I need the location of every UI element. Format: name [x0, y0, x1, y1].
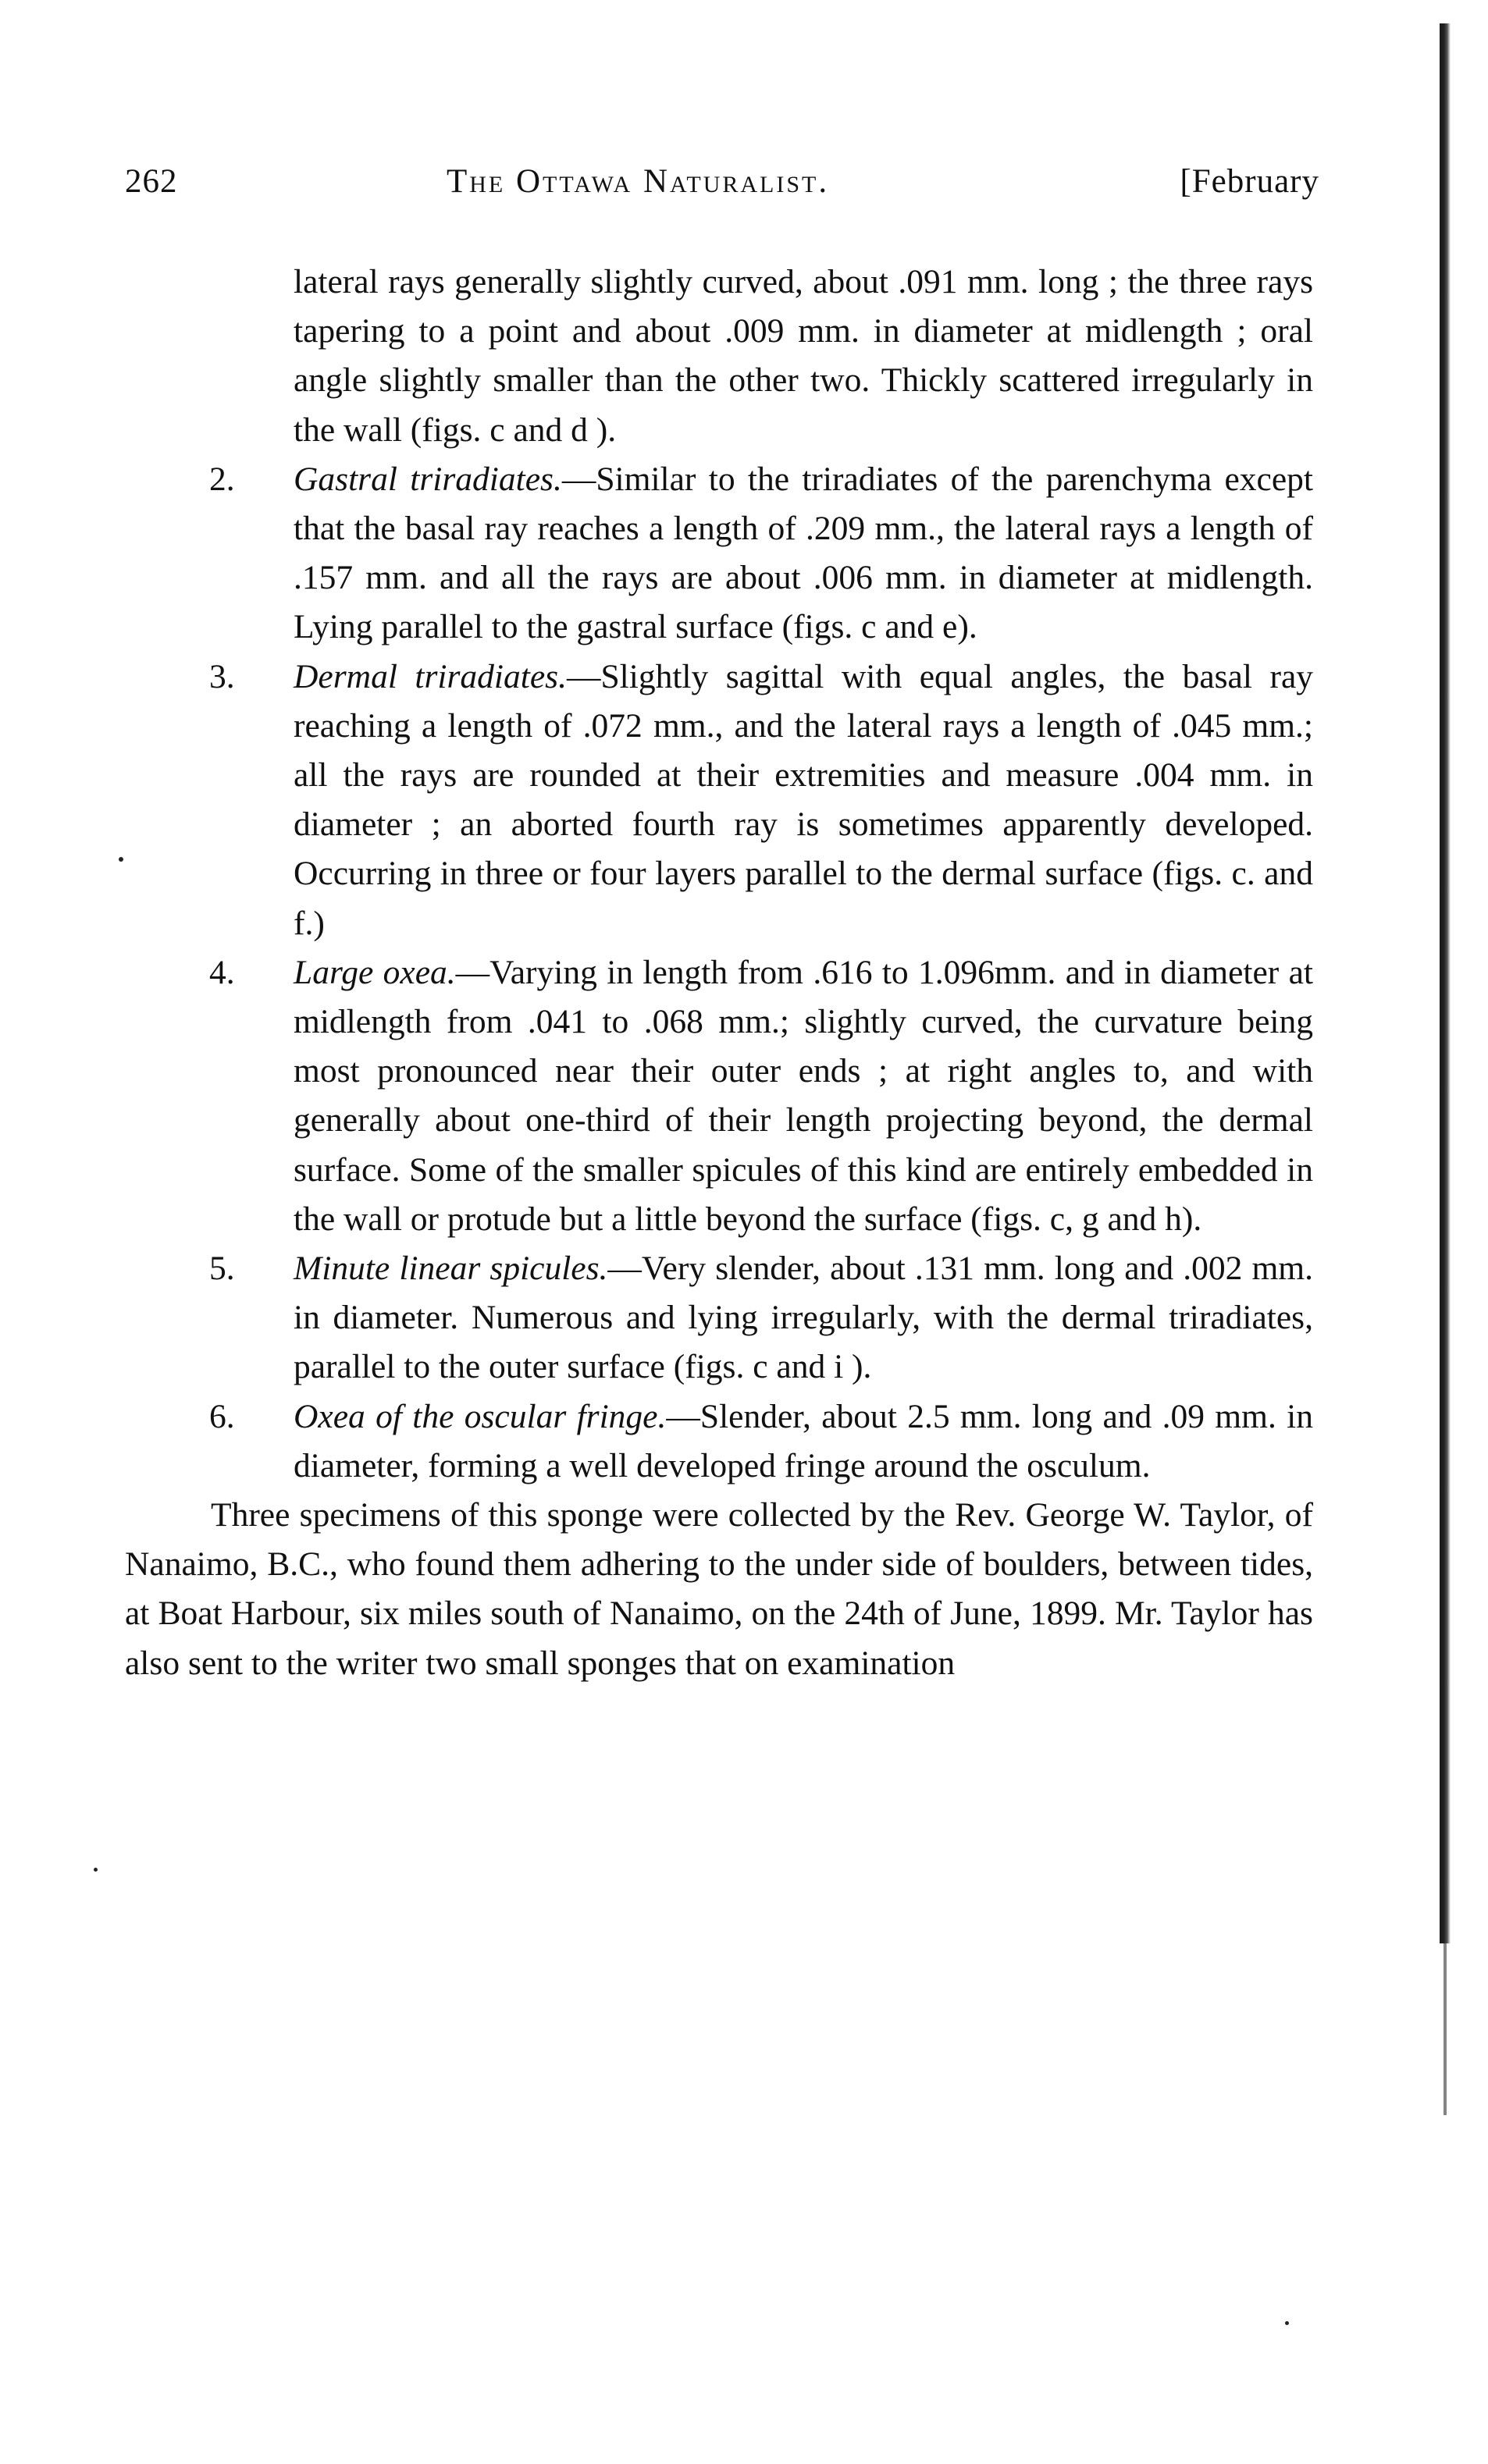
item-title: Gastral triradiates.: [294, 460, 562, 498]
item-number: 3.: [209, 657, 235, 695]
spicule-item: [125, 1244, 1313, 1392]
closing-paragraph: Three specimens of this sponge were collected by the Rev. George W. Taylor, of Nanaimo, B.C., who found them adhering to the under side of boulders, between tides, at Boat Harbour, six miles south of Nanaimo, on the 24th of June, 1899. Mr. Taylor has also sent to the writer two small sponges that on examination: [125, 1496, 1313, 1682]
item-number: 4.: [209, 953, 235, 991]
item-body: —Varying in length from .616 to 1.096mm. and in diameter at midlength from .041 to .068 mm.; slightly curved, the curvature being most pronounced near their outer ends ; at right angles to, and with generally about one-third of their length projecting beyond, the dermal surface. Some of the smaller spicules of this kind are entirely embedded in the wall or protude but a little beyond the surface (figs. c, g and h).: [294, 953, 1313, 1238]
item-body: —Very slender, about .131 mm. long and .002 mm. in diameter. Numerous and lying irregularly, with the dermal triradiates, parallel to the outer surface (figs. c and i ).: [294, 1250, 1314, 1386]
item-number: 5.: [209, 1250, 235, 1288]
spicule-item: [125, 948, 1313, 1244]
item-body: —Similar to the triradiates of the parenchyma except that the basal ray reaches a length of .209 mm., the lateral rays a length of .157 mm. and all the rays are about .006 mm. in diameter at midlength. Lying parallel to the gastral surface (figs. c and e).: [294, 460, 1313, 646]
body-text: [125, 258, 1313, 1688]
continuation-paragraph: [125, 258, 1313, 455]
item-body: —Slender, about 2.5 mm. long and .09 mm. in diameter, forming a well developed fringe around the osculum.: [294, 1397, 1313, 1484]
scan-page-edge-lower: [1444, 1943, 1447, 2115]
item-body: —Slightly sagittal with equal angles, the basal ray reaching a length of .072 mm., and the lateral rays a length of .045 mm.; all the rays are rounded at their extremities and measure .004 mm. in diameter ; an aborted fourth ray is sometimes apparently developed. Occurring in three or four layers parallel to the dermal surface (figs. c. and f.): [294, 657, 1313, 942]
item-title: Large oxea.: [294, 953, 456, 991]
scan-page-edge: [1440, 23, 1451, 1943]
spicule-item: [125, 652, 1313, 948]
scan-speck: [119, 857, 123, 862]
scan-speck: [1285, 2321, 1289, 2325]
scan-speck: [94, 1868, 98, 1872]
issue-month: [February: [1180, 163, 1319, 200]
spicule-item: [125, 1392, 1313, 1491]
spicule-item: [125, 455, 1313, 652]
journal-title: The Ottawa Naturalist.: [447, 163, 830, 200]
item-title: Dermal triradiates.: [294, 657, 567, 695]
continuation-text: lateral rays generally slightly curved, about .091 mm. long ; the three rays tapering to a point and about .009 mm. in diameter at midlength ; oral angle slightly smaller than the other two. Thickly scattered irregularly in the wall (figs. c and d ).: [294, 263, 1313, 449]
item-number: 6.: [209, 1397, 235, 1435]
item-number: 2.: [209, 460, 235, 498]
item-title: Oxea of the oscular fringe.: [294, 1397, 667, 1435]
item-title: Minute linear spicules.: [294, 1250, 608, 1288]
running-head: [125, 162, 1319, 209]
page-number: 262: [125, 163, 178, 200]
